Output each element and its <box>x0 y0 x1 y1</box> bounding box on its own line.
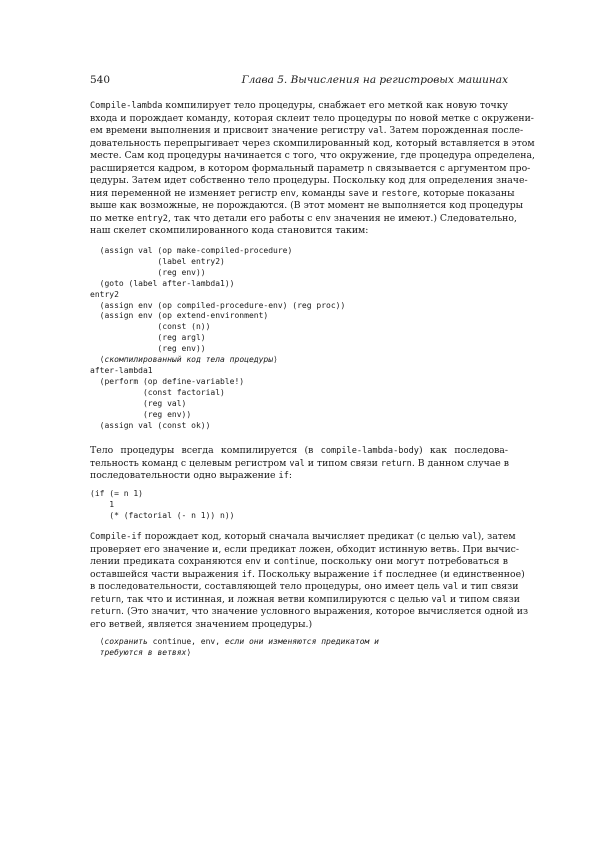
text-run: и <box>260 556 274 567</box>
text-line <box>90 175 528 188</box>
text-run: ния переменной не изменяет регистр <box>90 187 281 199</box>
code-line <box>90 311 508 322</box>
text-run: (label entry2) <box>90 256 225 266</box>
text-run: , команды <box>295 187 349 199</box>
text-run: : <box>288 470 293 481</box>
code-identifier: save <box>348 188 369 199</box>
code-line <box>90 301 508 312</box>
text-run: проверяет его значение и, если предикат ложен, обходит истинную ветвь. При вычис- <box>90 543 520 555</box>
code-line <box>90 489 508 500</box>
code-identifier: val <box>368 126 384 136</box>
code-line <box>90 322 508 333</box>
text-run: ем времени выполнения и присвоит значение регистру <box>90 125 369 136</box>
text-run: связывается с аргументом про- <box>372 162 531 174</box>
code-identifier: restore <box>381 188 418 199</box>
code-line <box>90 648 508 659</box>
text-line <box>90 606 529 619</box>
running-header <box>90 74 508 88</box>
text-run: (assign env (op compiled-procedure-env) (reg proc)) <box>90 300 346 310</box>
page-number: 540 <box>90 74 111 86</box>
text-line <box>90 593 520 607</box>
text-line <box>90 568 525 582</box>
code-identifier: val <box>431 594 447 605</box>
code-line <box>90 246 508 257</box>
text-run <box>90 648 100 657</box>
text-run: по метке <box>90 212 137 224</box>
text-run: ⟩ <box>186 647 192 657</box>
text-run: последовательности одно выражение <box>90 470 279 481</box>
text-run: , которые показаны <box>417 187 515 199</box>
code-line <box>90 333 508 344</box>
text-run: . В данном случае в <box>411 457 509 469</box>
code-block-if-expression <box>90 489 508 522</box>
code-identifier: env <box>315 213 331 224</box>
text-run: ), затем <box>477 531 516 542</box>
text-run: компилирует тело процедуры, снабжает его меткой как новую точку <box>162 100 508 111</box>
text-run: (if (= n 1) <box>90 489 143 498</box>
text-run: наш скелет скомпилированного кода становится таким: <box>90 225 369 236</box>
text-line <box>90 581 519 594</box>
paragraph-procedure-body <box>90 445 508 483</box>
code-line <box>90 344 508 355</box>
text-run: , так что детали его работы с <box>167 212 316 224</box>
text-run: и <box>368 187 382 199</box>
text-run: оставшейся части выражения <box>90 568 242 580</box>
text-run: (perform (op define-variable!) <box>90 376 245 386</box>
code-line <box>90 388 508 399</box>
code-block-save-note <box>90 637 508 659</box>
code-block-lambda-skeleton <box>90 246 508 431</box>
text-line <box>90 531 516 544</box>
italic-note: сохранить <box>104 637 148 646</box>
code-identifier: val <box>462 532 478 542</box>
text-line <box>90 112 534 126</box>
text-run: 1 <box>90 499 115 509</box>
code-line <box>90 355 508 366</box>
code-identifier: continue <box>273 557 315 567</box>
text-run: entry2 <box>90 289 119 299</box>
text-run: , поскольку они могут потребоваться в <box>314 556 509 567</box>
text-run: . Затем порожденная после- <box>383 125 524 136</box>
text-run: (reg env)) <box>90 344 206 354</box>
text-run: (assign val (const ok)) <box>90 420 211 430</box>
text-run: значения не имеют.) Следовательно, <box>330 212 517 224</box>
text-run: ⟨ <box>90 637 105 646</box>
code-identifier: return <box>90 607 122 617</box>
text-run: лении предиката сохраняются <box>90 556 246 567</box>
code-identifier: return <box>90 594 122 605</box>
text-line <box>90 556 508 569</box>
text-run: continue, env, <box>147 637 225 646</box>
text-run: (reg env)) <box>90 409 192 419</box>
text-line <box>90 137 535 151</box>
text-run: . Поскольку выражение <box>252 568 373 580</box>
code-line <box>90 290 508 301</box>
text-run: расширяется кадром, в котором формальный параметр <box>90 162 368 174</box>
text-run: Тело процедуры всегда компилируется (в <box>90 445 321 456</box>
code-identifier: val <box>442 582 459 592</box>
code-identifier: Compile-if <box>90 532 142 542</box>
text-run: (reg env)) <box>90 267 206 277</box>
text-run: ⟨ <box>90 355 105 365</box>
text-run: входа и порождает команду, которая склеит тело процедуры по новой метке с окружени- <box>90 112 534 124</box>
text-run: довательность перепрыгивает через скомпилированный код, который вставляется в этом <box>90 137 535 149</box>
code-identifier: entry2 <box>136 213 168 224</box>
running-title: Глава 5. Вычисления на регистровых машинах <box>241 74 508 86</box>
code-line <box>90 257 508 268</box>
text-run: (const (n)) <box>90 322 211 332</box>
text-run: и типом связи <box>304 457 381 469</box>
italic-note: скомпилированный код тела процедуры <box>104 355 274 365</box>
text-run: (const factorial) <box>90 387 225 397</box>
text-run: его ветвей, является значением процедуры.) <box>90 618 313 630</box>
text-line <box>90 445 508 458</box>
code-identifier: Compile-lambda <box>90 101 163 111</box>
text-line <box>90 200 524 213</box>
text-run: (reg argl) <box>90 333 206 343</box>
code-line <box>90 410 508 421</box>
text-run: ⟩ <box>273 355 278 365</box>
text-run: и тип связи <box>458 581 519 592</box>
text-line <box>90 619 508 632</box>
code-line <box>90 268 508 279</box>
code-line <box>90 421 508 432</box>
text-line <box>90 187 515 201</box>
text-run: after-lambda1 <box>90 365 153 375</box>
text-line <box>90 458 508 471</box>
text-run: (assign val (op make-compiled-procedure) <box>90 246 293 255</box>
text-run: . (Это значит, что значение условного выражения, которое вычисляется одной из <box>121 606 529 617</box>
code-identifier: val <box>289 458 305 469</box>
text-run: тельность команд с целевым регистром <box>90 457 290 469</box>
code-identifier: return <box>380 458 412 469</box>
code-line <box>90 366 508 377</box>
italic-note: если они изменяются предикатом и <box>224 637 379 646</box>
text-line <box>90 470 508 483</box>
text-run: выше как возможные, не порождаются. (В этот момент не выполняется код процедуры <box>90 200 524 211</box>
code-identifier: compile-lambda-body <box>320 446 419 456</box>
paragraph-compile-if <box>90 531 529 631</box>
text-line <box>90 125 524 138</box>
text-run: цедуры. Затем идет собственно тело процедуры. Поскольку код для определения значе- <box>90 175 528 186</box>
text-run: последнее (и единственное) <box>382 568 525 580</box>
paragraph-compile-lambda <box>90 100 535 238</box>
code-line <box>90 377 508 388</box>
code-identifier: env <box>280 188 296 199</box>
text-run: и типом связи <box>446 593 520 605</box>
italic-note: требуются в ветвях <box>99 647 187 657</box>
text-run: (goto (label after-lambda1)) <box>90 278 235 288</box>
code-identifier: if <box>278 471 289 481</box>
text-run: порождает код, который сначала вычисляет предикат (с целью <box>141 531 463 542</box>
text-line <box>90 162 531 176</box>
text-run: (assign env (op extend-environment) <box>90 311 269 321</box>
text-line <box>90 100 508 113</box>
code-line <box>90 637 508 648</box>
text-run: (reg val) <box>90 398 187 408</box>
text-run: месте. Сам код процедуры начинается с того, что окружение, где процедура определена, <box>90 150 535 161</box>
code-line <box>90 399 508 410</box>
code-line <box>90 279 508 290</box>
text-line <box>90 543 520 557</box>
code-identifier: if <box>372 569 383 580</box>
code-identifier: env <box>245 557 261 567</box>
text-run: ) как последова- <box>418 445 508 456</box>
code-line <box>90 511 508 522</box>
text-line <box>90 150 535 163</box>
text-line <box>90 225 508 238</box>
code-line <box>90 500 508 511</box>
text-run: , так что и истинная, и ложная ветви компилируются с целью <box>121 593 432 605</box>
code-identifier: n <box>367 163 373 174</box>
text-run: (* (factorial (- n 1)) n)) <box>90 510 235 520</box>
text-run: в последовательности, составляющей тело процедуры, оно имеет цель <box>90 581 443 592</box>
code-identifier: if <box>241 569 253 580</box>
text-line <box>90 212 517 226</box>
